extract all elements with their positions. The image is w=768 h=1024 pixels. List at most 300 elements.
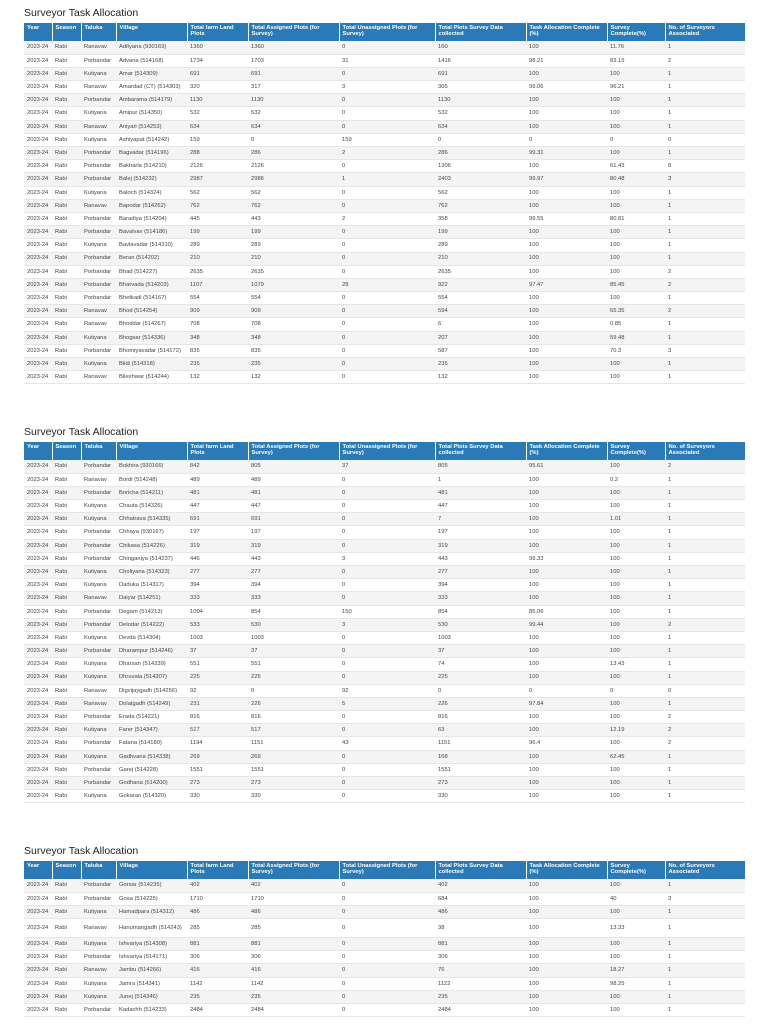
cell-survey-complete: 100 [607, 292, 665, 305]
cell-taluka: Ranavav [81, 473, 116, 486]
cell-total-farm-land-plots: 517 [187, 724, 248, 737]
cell-unassigned-plots: 0 [339, 658, 435, 671]
cell-assigned-plots: 277 [248, 566, 339, 579]
cell-village: Kadachh (514233) [116, 1004, 187, 1017]
cell-year: 2023-24 [24, 605, 52, 618]
cell-assigned-plots: 1142 [248, 977, 339, 990]
cell-village: Balej (514232) [116, 173, 187, 186]
cell-year: 2023-24 [24, 552, 52, 565]
cell-total-farm-land-plots: 554 [187, 292, 248, 305]
cell-taluka: Ranavav [81, 81, 116, 94]
cell-unassigned-plots: 0 [339, 41, 435, 54]
column-header-total-farm-land-plots: Total farm Land Plots [187, 861, 248, 879]
cell-unassigned-plots: 37 [339, 460, 435, 473]
cell-season: Rabi [52, 344, 81, 357]
cell-task-allocation-complete: 100 [526, 318, 607, 331]
cell-task-allocation-complete: 100 [526, 539, 607, 552]
cell-total-farm-land-plots: 1551 [187, 763, 248, 776]
cell-taluka: Kutiyana [81, 938, 116, 951]
cell-assigned-plots: 210 [248, 252, 339, 265]
cell-assigned-plots: 881 [248, 938, 339, 951]
column-header-assigned-plots: Total Assigned Plots (for Survey) [248, 861, 339, 879]
cell-taluka: Porbandar [81, 173, 116, 186]
cell-task-allocation-complete: 100 [526, 658, 607, 671]
cell-year: 2023-24 [24, 737, 52, 750]
table-row [24, 265, 745, 278]
cell-plots-survey-data-collected: 199 [435, 226, 526, 239]
cell-taluka: Ranavav [81, 684, 116, 697]
cell-village: Chhatrava (514335) [116, 513, 187, 526]
cell-village: Chauta (514326) [116, 500, 187, 513]
cell-unassigned-plots: 0 [339, 724, 435, 737]
cell-assigned-plots: 447 [248, 500, 339, 513]
column-header-surveyors-associated: No. of Surveyors Associated [665, 442, 745, 460]
cell-season: Rabi [52, 318, 81, 331]
cell-plots-survey-data-collected: 1130 [435, 94, 526, 107]
cell-total-farm-land-plots: 634 [187, 120, 248, 133]
cell-plots-survey-data-collected: 805 [435, 460, 526, 473]
cell-year: 2023-24 [24, 239, 52, 252]
cell-year: 2023-24 [24, 724, 52, 737]
cell-taluka: Kutiyana [81, 671, 116, 684]
column-header-village: Village [116, 23, 187, 41]
cell-assigned-plots: 562 [248, 186, 339, 199]
cell-surveyors-associated: 1 [665, 226, 745, 239]
cell-year: 2023-24 [24, 186, 52, 199]
cell-unassigned-plots: 0 [339, 500, 435, 513]
cell-surveyors-associated: 1 [665, 500, 745, 513]
cell-task-allocation-complete: 100 [526, 777, 607, 790]
cell-village: Boricha (514211) [116, 486, 187, 499]
cell-total-farm-land-plots: 132 [187, 371, 248, 384]
table-row [24, 67, 745, 80]
cell-unassigned-plots: 0 [339, 486, 435, 499]
table-row [24, 697, 745, 710]
cell-taluka: Porbandar [81, 226, 116, 239]
column-header-surveyors-associated: No. of Surveyors Associated [665, 23, 745, 41]
cell-survey-complete: 100 [607, 1004, 665, 1017]
cell-year: 2023-24 [24, 371, 52, 384]
cell-village: Dharsan (514339) [116, 658, 187, 671]
cell-year: 2023-24 [24, 618, 52, 631]
cell-assigned-plots: 0 [248, 684, 339, 697]
cell-survey-complete: 12.19 [607, 724, 665, 737]
cell-total-farm-land-plots: 1194 [187, 737, 248, 750]
cell-total-farm-land-plots: 235 [187, 358, 248, 371]
cell-unassigned-plots: 0 [339, 252, 435, 265]
cell-year: 2023-24 [24, 344, 52, 357]
cell-plots-survey-data-collected: 854 [435, 605, 526, 618]
cell-plots-survey-data-collected: 319 [435, 539, 526, 552]
cell-year: 2023-24 [24, 879, 52, 892]
cell-unassigned-plots: 0 [339, 344, 435, 357]
cell-task-allocation-complete: 100 [526, 500, 607, 513]
cell-season: Rabi [52, 552, 81, 565]
table-row [24, 252, 745, 265]
cell-assigned-plots: 269 [248, 750, 339, 763]
cell-survey-complete: 100 [607, 120, 665, 133]
cell-year: 2023-24 [24, 977, 52, 990]
cell-unassigned-plots: 28 [339, 278, 435, 291]
cell-surveyors-associated: 0 [665, 684, 745, 697]
cell-total-farm-land-plots: 394 [187, 579, 248, 592]
cell-total-farm-land-plots: 330 [187, 790, 248, 803]
cell-year: 2023-24 [24, 645, 52, 658]
cell-plots-survey-data-collected: 235 [435, 358, 526, 371]
cell-total-farm-land-plots: 481 [187, 486, 248, 499]
cell-surveyors-associated: 1 [665, 212, 745, 225]
cell-surveyors-associated: 1 [665, 94, 745, 107]
cell-assigned-plots: 199 [248, 226, 339, 239]
cell-plots-survey-data-collected: 132 [435, 371, 526, 384]
cell-year: 2023-24 [24, 331, 52, 344]
table-row [24, 81, 745, 94]
cell-task-allocation-complete: 100 [526, 186, 607, 199]
cell-season: Rabi [52, 120, 81, 133]
column-header-taluka: Taluka [81, 442, 116, 460]
cell-total-farm-land-plots: 446 [187, 552, 248, 565]
cell-village: Ishvariya (514308) [116, 938, 187, 951]
cell-taluka: Ranavav [81, 964, 116, 977]
cell-survey-complete: 100 [607, 905, 665, 918]
cell-season: Rabi [52, 226, 81, 239]
cell-survey-complete: 100 [607, 790, 665, 803]
cell-taluka: Kutiyana [81, 658, 116, 671]
cell-season: Rabi [52, 486, 81, 499]
table-row [24, 737, 745, 750]
table-row [24, 951, 745, 964]
cell-task-allocation-complete: 100 [526, 120, 607, 133]
cell-plots-survey-data-collected: 402 [435, 879, 526, 892]
cell-survey-complete: 100 [607, 711, 665, 724]
cell-survey-complete: 100 [607, 94, 665, 107]
cell-unassigned-plots: 3 [339, 81, 435, 94]
cell-village: Amar (514309) [116, 67, 187, 80]
cell-taluka: Kutiyana [81, 67, 116, 80]
cell-plots-survey-data-collected: 37 [435, 645, 526, 658]
cell-season: Rabi [52, 239, 81, 252]
cell-village: Gosa (514225) [116, 892, 187, 905]
cell-survey-complete: 100 [607, 777, 665, 790]
table-row [24, 292, 745, 305]
cell-village: Bavlavadar (514310) [116, 239, 187, 252]
cell-total-farm-land-plots: 416 [187, 964, 248, 977]
cell-task-allocation-complete: 100 [526, 711, 607, 724]
cell-unassigned-plots: 0 [339, 711, 435, 724]
cell-village: Daiyar (514251) [116, 592, 187, 605]
cell-survey-complete: 100 [607, 265, 665, 278]
cell-taluka: Kutiyana [81, 990, 116, 1003]
column-header-season: Season [52, 442, 81, 460]
cell-survey-complete: 85.45 [607, 278, 665, 291]
cell-surveyors-associated: 1 [665, 252, 745, 265]
column-header-survey-complete: Survey Complete(%) [607, 442, 665, 460]
cell-plots-survey-data-collected: 481 [435, 486, 526, 499]
cell-total-farm-land-plots: 551 [187, 658, 248, 671]
cell-plots-survey-data-collected: 1151 [435, 737, 526, 750]
cell-assigned-plots: 2484 [248, 1004, 339, 1017]
cell-assigned-plots: 319 [248, 539, 339, 552]
table-row [24, 724, 745, 737]
cell-total-farm-land-plots: 489 [187, 473, 248, 486]
cell-taluka: Kutiyana [81, 724, 116, 737]
cell-assigned-plots: 691 [248, 513, 339, 526]
cell-task-allocation-complete: 100 [526, 371, 607, 384]
cell-village: Erada (514221) [116, 711, 187, 724]
table-row [24, 711, 745, 724]
cell-total-farm-land-plots: 225 [187, 671, 248, 684]
cell-surveyors-associated: 1 [665, 566, 745, 579]
table-row [24, 1004, 745, 1017]
cell-unassigned-plots: 1 [339, 173, 435, 186]
cell-survey-complete: 100 [607, 539, 665, 552]
cell-village: Aniyari (514253) [116, 120, 187, 133]
cell-season: Rabi [52, 265, 81, 278]
table-row [24, 618, 745, 631]
cell-survey-complete: 100 [607, 460, 665, 473]
cell-village: Bapodar (514262) [116, 199, 187, 212]
cell-year: 2023-24 [24, 671, 52, 684]
cell-unassigned-plots: 43 [339, 737, 435, 750]
cell-village: Dolatgadh (514249) [116, 697, 187, 710]
cell-task-allocation-complete: 97.47 [526, 278, 607, 291]
cell-survey-complete: 100 [607, 566, 665, 579]
cell-plots-survey-data-collected: 74 [435, 658, 526, 671]
cell-village: Bavalvav (514186) [116, 226, 187, 239]
cell-season: Rabi [52, 539, 81, 552]
cell-taluka: Kutiyana [81, 500, 116, 513]
cell-year: 2023-24 [24, 539, 52, 552]
cell-surveyors-associated: 1 [665, 605, 745, 618]
cell-unassigned-plots: 0 [339, 879, 435, 892]
cell-survey-complete: 40 [607, 892, 665, 905]
cell-season: Rabi [52, 905, 81, 918]
cell-unassigned-plots: 2 [339, 147, 435, 160]
cell-season: Rabi [52, 526, 81, 539]
cell-surveyors-associated: 1 [665, 331, 745, 344]
cell-village: Baradiya (514204) [116, 212, 187, 225]
cell-plots-survey-data-collected: 6 [435, 318, 526, 331]
column-header-season: Season [52, 23, 81, 41]
table-row [24, 358, 745, 371]
cell-taluka: Porbandar [81, 486, 116, 499]
cell-taluka: Porbandar [81, 526, 116, 539]
cell-taluka: Porbandar [81, 460, 116, 473]
cell-taluka: Porbandar [81, 54, 116, 67]
cell-plots-survey-data-collected: 38 [435, 919, 526, 938]
table-row [24, 658, 745, 671]
cell-task-allocation-complete: 100 [526, 252, 607, 265]
column-header-taluka: Taluka [81, 23, 116, 41]
cell-village: Bhad (514227) [116, 265, 187, 278]
cell-unassigned-plots: 0 [339, 539, 435, 552]
cell-total-farm-land-plots: 306 [187, 951, 248, 964]
cell-season: Rabi [52, 750, 81, 763]
cell-surveyors-associated: 1 [665, 239, 745, 252]
cell-plots-survey-data-collected: 634 [435, 120, 526, 133]
cell-assigned-plots: 132 [248, 371, 339, 384]
cell-unassigned-plots: 0 [339, 120, 435, 133]
cell-year: 2023-24 [24, 905, 52, 918]
table-row [24, 631, 745, 644]
cell-surveyors-associated: 1 [665, 645, 745, 658]
cell-assigned-plots: 348 [248, 331, 339, 344]
cell-plots-survey-data-collected: 486 [435, 905, 526, 918]
table-row [24, 239, 745, 252]
cell-total-farm-land-plots: 842 [187, 460, 248, 473]
cell-task-allocation-complete: 100 [526, 239, 607, 252]
table-row [24, 777, 745, 790]
cell-village: Gorsar (514235) [116, 879, 187, 892]
cell-season: Rabi [52, 186, 81, 199]
cell-surveyors-associated: 1 [665, 120, 745, 133]
cell-year: 2023-24 [24, 892, 52, 905]
cell-season: Rabi [52, 879, 81, 892]
cell-season: Rabi [52, 711, 81, 724]
cell-task-allocation-complete: 100 [526, 879, 607, 892]
cell-year: 2023-24 [24, 631, 52, 644]
cell-total-farm-land-plots: 289 [187, 239, 248, 252]
cell-season: Rabi [52, 737, 81, 750]
cell-year: 2023-24 [24, 951, 52, 964]
column-header-task-allocation-complete: Task Allocation Complete (%) [526, 861, 607, 879]
table-row [24, 750, 745, 763]
cell-village: Fatana (514180) [116, 737, 187, 750]
cell-taluka: Ranavav [81, 305, 116, 318]
cell-unassigned-plots: 5 [339, 697, 435, 710]
cell-taluka: Porbandar [81, 539, 116, 552]
cell-village: Devda (514304) [116, 631, 187, 644]
cell-unassigned-plots: 159 [339, 133, 435, 146]
column-header-season: Season [52, 861, 81, 879]
cell-survey-complete: 70.3 [607, 344, 665, 357]
cell-survey-complete: 96.21 [607, 81, 665, 94]
cell-unassigned-plots: 0 [339, 905, 435, 918]
cell-season: Rabi [52, 1004, 81, 1017]
table-row [24, 605, 745, 618]
cell-taluka: Kutiyana [81, 513, 116, 526]
column-header-village: Village [116, 861, 187, 879]
cell-plots-survey-data-collected: 2484 [435, 1004, 526, 1017]
column-header-total-farm-land-plots: Total farm Land Plots [187, 23, 248, 41]
cell-task-allocation-complete: 100 [526, 938, 607, 951]
cell-taluka: Kutiyana [81, 579, 116, 592]
cell-unassigned-plots: 0 [339, 951, 435, 964]
cell-survey-complete: 11.76 [607, 41, 665, 54]
cell-task-allocation-complete: 100 [526, 892, 607, 905]
cell-unassigned-plots: 0 [339, 331, 435, 344]
cell-unassigned-plots: 0 [339, 318, 435, 331]
cell-year: 2023-24 [24, 41, 52, 54]
cell-task-allocation-complete: 0 [526, 133, 607, 146]
cell-season: Rabi [52, 173, 81, 186]
cell-total-farm-land-plots: 562 [187, 186, 248, 199]
column-header-survey-complete: Survey Complete(%) [607, 861, 665, 879]
cell-total-farm-land-plots: 486 [187, 905, 248, 918]
cell-unassigned-plots: 0 [339, 645, 435, 658]
cell-village: Advana (514168) [116, 54, 187, 67]
cell-year: 2023-24 [24, 318, 52, 331]
cell-task-allocation-complete: 100 [526, 724, 607, 737]
cell-unassigned-plots: 0 [339, 199, 435, 212]
cell-total-farm-land-plots: 708 [187, 318, 248, 331]
cell-task-allocation-complete: 100 [526, 790, 607, 803]
table-header-row [24, 442, 745, 460]
column-header-task-allocation-complete: Task Allocation Complete (%) [526, 23, 607, 41]
cell-assigned-plots: 805 [248, 460, 339, 473]
cell-total-farm-land-plots: 1142 [187, 977, 248, 990]
cell-task-allocation-complete: 100 [526, 331, 607, 344]
cell-season: Rabi [52, 579, 81, 592]
cell-season: Rabi [52, 133, 81, 146]
cell-village: Daduka (514317) [116, 579, 187, 592]
cell-plots-survey-data-collected: 289 [435, 239, 526, 252]
column-header-unassigned-plots: Total Unassigned Plots (for Survey) [339, 442, 435, 460]
table-row [24, 552, 745, 565]
cell-year: 2023-24 [24, 265, 52, 278]
cell-taluka: Porbandar [81, 879, 116, 892]
cell-surveyors-associated: 8 [665, 160, 745, 173]
cell-village: Bokhira (930166) [116, 460, 187, 473]
cell-survey-complete: 100 [607, 67, 665, 80]
cell-total-farm-land-plots: 348 [187, 331, 248, 344]
cell-unassigned-plots: 0 [339, 579, 435, 592]
cell-unassigned-plots: 3 [339, 552, 435, 565]
cell-total-farm-land-plots: 1107 [187, 278, 248, 291]
cell-task-allocation-complete: 99.55 [526, 212, 607, 225]
cell-assigned-plots: 551 [248, 658, 339, 671]
cell-season: Rabi [52, 54, 81, 67]
cell-season: Rabi [52, 460, 81, 473]
cell-village: Farer (514347) [116, 724, 187, 737]
cell-task-allocation-complete: 100 [526, 513, 607, 526]
cell-village: Dhruvala (514307) [116, 671, 187, 684]
cell-survey-complete: 18.27 [607, 964, 665, 977]
table-row [24, 460, 745, 473]
cell-season: Rabi [52, 645, 81, 658]
cell-surveyors-associated: 1 [665, 107, 745, 120]
cell-surveyors-associated: 2 [665, 724, 745, 737]
cell-unassigned-plots: 92 [339, 684, 435, 697]
cell-taluka: Porbandar [81, 777, 116, 790]
cell-surveyors-associated: 1 [665, 790, 745, 803]
cell-taluka: Porbandar [81, 1004, 116, 1017]
cell-year: 2023-24 [24, 1004, 52, 1017]
table-row [24, 107, 745, 120]
cell-season: Rabi [52, 919, 81, 938]
table-row [24, 173, 745, 186]
cell-season: Rabi [52, 278, 81, 291]
table-row [24, 977, 745, 990]
table-row [24, 592, 745, 605]
cell-unassigned-plots: 0 [339, 305, 435, 318]
cell-unassigned-plots: 0 [339, 107, 435, 120]
column-header-unassigned-plots: Total Unassigned Plots (for Survey) [339, 861, 435, 879]
cell-total-farm-land-plots: 92 [187, 684, 248, 697]
cell-total-farm-land-plots: 881 [187, 938, 248, 951]
cell-season: Rabi [52, 938, 81, 951]
cell-surveyors-associated: 1 [665, 1004, 745, 1017]
cell-assigned-plots: 532 [248, 107, 339, 120]
cell-village: Gadhvana (514338) [116, 750, 187, 763]
cell-task-allocation-complete: 100 [526, 964, 607, 977]
cell-surveyors-associated: 1 [665, 318, 745, 331]
table-row [24, 41, 745, 54]
cell-village: Ambarama (514179) [116, 94, 187, 107]
cell-unassigned-plots: 0 [339, 265, 435, 278]
cell-unassigned-plots: 0 [339, 526, 435, 539]
cell-taluka: Porbandar [81, 160, 116, 173]
